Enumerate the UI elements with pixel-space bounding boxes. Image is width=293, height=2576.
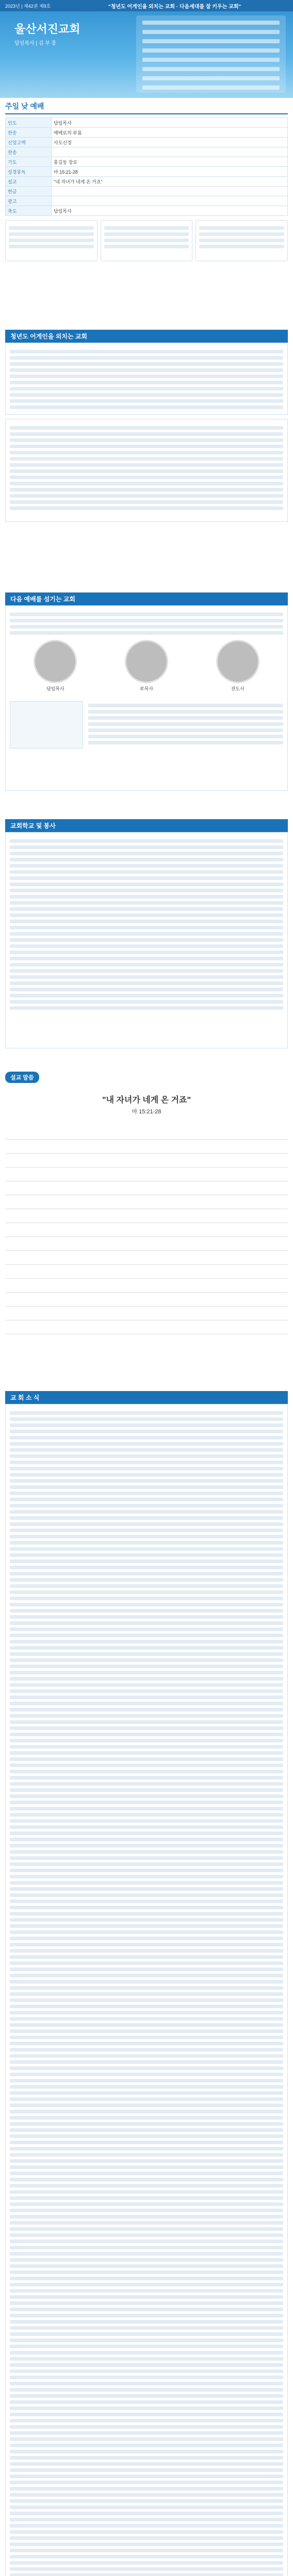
bulletin-header xyxy=(0,0,293,98)
section-2 xyxy=(0,592,293,791)
issue-info: 2023년 | 제42권 제9호 xyxy=(5,3,51,9)
worship-row xyxy=(6,138,288,147)
worship-detail xyxy=(52,187,288,196)
worship-item: 찬송 xyxy=(6,128,52,138)
worship-order xyxy=(0,101,293,261)
news-body xyxy=(5,1404,288,2576)
worship-detail: 홍길동 장로 xyxy=(52,157,288,167)
section-3-title: 교회학교 및 봉사 xyxy=(5,819,288,832)
worship-detail: 마 15:21-28 xyxy=(52,167,288,177)
worship-row xyxy=(6,196,288,206)
worship-title: 주일 낮 예배 xyxy=(5,101,288,114)
worship-item: 인도 xyxy=(6,118,52,128)
worship-row xyxy=(6,177,288,187)
worship-row xyxy=(6,118,288,128)
worship-item: 성경봉독 xyxy=(6,167,52,177)
worship-detail: 담임목사 xyxy=(52,206,288,216)
church-title xyxy=(14,21,80,46)
section-1 xyxy=(0,330,293,522)
sermon-label: 설교 말씀 xyxy=(5,1072,39,1083)
worship-item: 신앙고백 xyxy=(6,138,52,147)
sermon-title: "내 자녀가 네게 온 거죠" xyxy=(102,1096,191,1105)
worship-detail xyxy=(52,147,288,157)
worship-row xyxy=(6,157,288,167)
worship-item: 헌금 xyxy=(6,187,52,196)
sermon-notes xyxy=(5,1126,288,1334)
worship-item: 찬송 xyxy=(6,147,52,157)
staff-photos xyxy=(10,640,283,692)
church-name: 울산서진교회 xyxy=(14,23,80,36)
worship-detail xyxy=(52,196,288,206)
staff-caption: 부목사 xyxy=(139,686,154,691)
worship-item: 광고 xyxy=(6,196,52,206)
sermon-reference: 마 15:21-28 xyxy=(132,1109,161,1115)
slogan: "청년도 어게인을 외치는 교회 · 다음세대를 잘 키우는 교회" xyxy=(108,4,241,10)
section-2-body xyxy=(5,605,288,791)
worship-detail: "내 자녀가 네게 온 거죠" xyxy=(52,177,288,187)
news-section xyxy=(0,1391,293,2576)
worship-table xyxy=(5,117,288,216)
sermon-section xyxy=(0,1072,293,1334)
info-box xyxy=(5,220,97,261)
worship-row xyxy=(6,128,288,138)
worship-item: 기도 xyxy=(6,157,52,167)
staff-caption: 담임목사 xyxy=(46,686,64,691)
info-boxes xyxy=(5,220,288,261)
section-2-title: 다음 예배를 섬기는 교회 xyxy=(5,592,288,605)
news-title: 교 회 소 식 xyxy=(5,1391,288,1404)
worship-row xyxy=(6,206,288,216)
section-3 xyxy=(0,819,293,1048)
section-1-body xyxy=(5,343,288,415)
header-schedule-panel xyxy=(136,15,286,93)
worship-detail: 사도신경 xyxy=(52,138,288,147)
staff-photo xyxy=(216,640,259,683)
pastor-name: 담임목사 | 김 부 흥 xyxy=(14,41,57,46)
worship-detail: 예배로의 부름 xyxy=(52,128,288,138)
staff-photo xyxy=(34,640,77,683)
location-map xyxy=(10,701,83,749)
staff-caption: 전도사 xyxy=(231,686,245,691)
worship-detail: 담임목사 xyxy=(52,118,288,128)
worship-item: 축도 xyxy=(6,206,52,216)
worship-row xyxy=(6,187,288,196)
section-1-table xyxy=(5,419,288,522)
staff-photo xyxy=(125,640,168,683)
section-1-title: 청년도 어게인을 외치는 교회 xyxy=(5,330,288,343)
worship-item: 설교 xyxy=(6,177,52,187)
info-box xyxy=(196,220,288,261)
info-box xyxy=(101,220,193,261)
worship-row xyxy=(6,147,288,157)
worship-row xyxy=(6,167,288,177)
section-3-body xyxy=(5,832,288,1048)
